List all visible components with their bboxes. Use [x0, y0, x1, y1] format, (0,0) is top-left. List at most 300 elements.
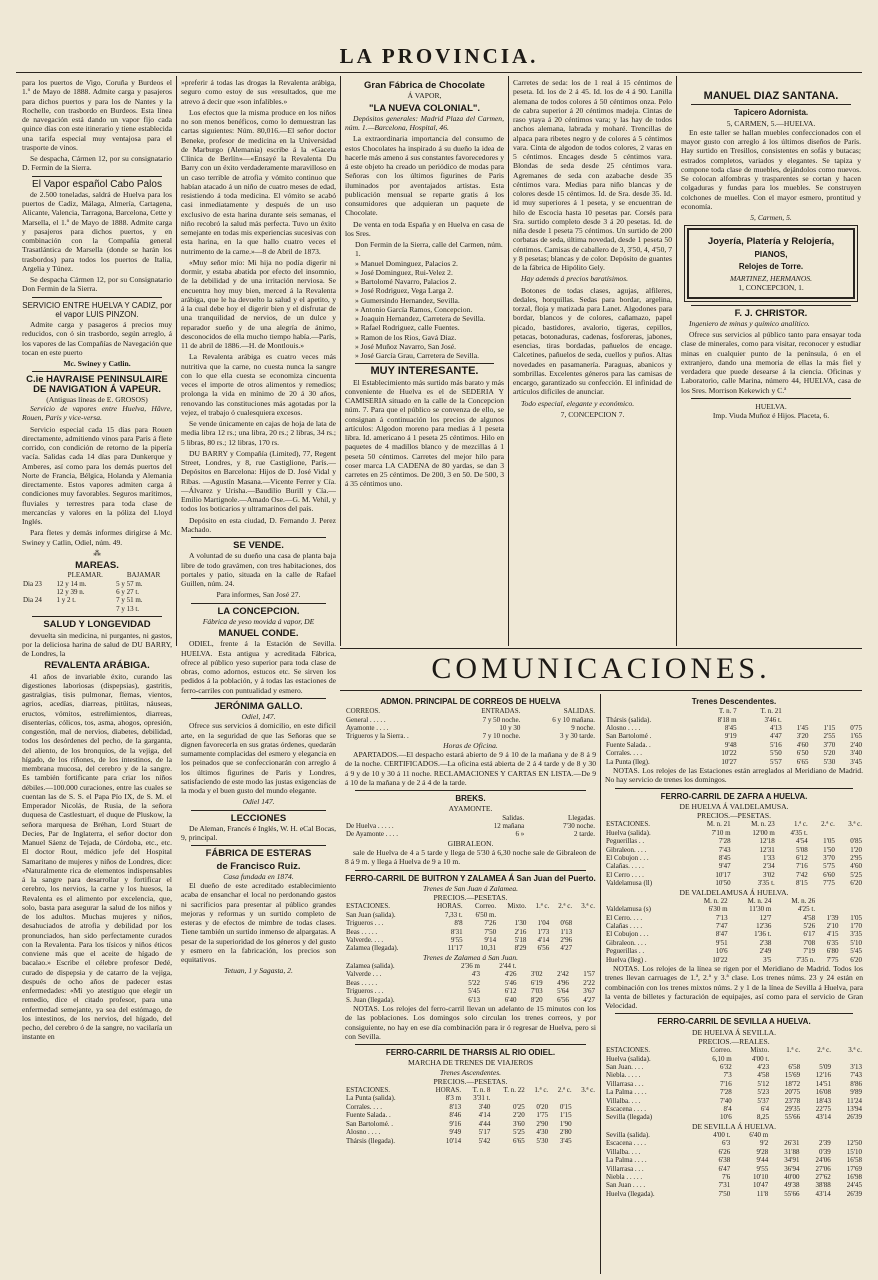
- table-cell: 7'43: [718, 845, 731, 854]
- table-cell: 6'20: [850, 955, 862, 964]
- chocolate-sellers-list: [345, 240, 504, 360]
- joyeria-box: [687, 228, 855, 298]
- table-cell: 0'15: [559, 1102, 572, 1111]
- banner-rule: [340, 690, 862, 691]
- table-cell: 4'13: [770, 724, 782, 733]
- table-cell: Huelva (llegada).: [606, 1189, 655, 1198]
- list-item: » Gumersindo Hernandez, Sevilla.: [355, 295, 460, 305]
- table-cell: 1'57: [583, 970, 595, 979]
- breks-gibraleon: GIBRALEON.: [447, 838, 494, 848]
- imprenta-city: HUELVA.: [755, 401, 787, 411]
- column-header: 3.ª c.: [581, 1086, 595, 1095]
- table-cell: 3'13: [850, 1062, 862, 1071]
- table-cell: San Juan. . . .: [606, 1062, 644, 1071]
- table-cell: 1'36 t.: [754, 930, 772, 939]
- table-cell: 6'35: [826, 938, 839, 947]
- table-cell: 10'17: [715, 870, 731, 879]
- zafra-table: [605, 820, 863, 887]
- table-cell: 43'14: [815, 1113, 832, 1122]
- table-cell: [801, 1055, 832, 1063]
- table-row: [345, 1128, 596, 1136]
- pinzon-text: Admite carga y pasageros á precios muy reducidos, con ó sin trasbordo, según arreglo, á los vapores de las Compañías de Navegación que tocan en este puerto: [22, 320, 172, 357]
- table-cell: 7'43: [850, 1071, 862, 1080]
- christor-title: F. J. CHRISTOR.: [734, 307, 808, 319]
- tharsis-prices: PRECIOS.—PESETAS.: [433, 1076, 508, 1086]
- table-cell: 6'13: [468, 995, 480, 1004]
- table-cell: 2'95: [850, 853, 862, 862]
- table-row: Dia 23 12 y 14 m. 5 y 57 m.: [23, 579, 143, 588]
- table-cell: 2'55: [823, 732, 836, 741]
- table-cell: 6'40 m: [749, 1131, 769, 1139]
- divider: [32, 176, 162, 177]
- table-cell: 22'75: [815, 1104, 832, 1113]
- table-header: [345, 1086, 596, 1094]
- table-row: [605, 1190, 863, 1198]
- table-cell: 7,33 t.: [444, 910, 463, 919]
- table-cell: Alosno . . . .: [346, 1128, 381, 1137]
- table-cell: La Palma . . . .: [606, 1088, 647, 1097]
- table-cell: 7'40: [719, 1096, 732, 1105]
- havraise-subtitle: (Antiguas líneas de E. GROSOS): [46, 394, 148, 404]
- table-row: [605, 758, 863, 766]
- table-cell: 4'35 t.: [790, 828, 808, 837]
- table-cell: 9'55: [450, 935, 463, 944]
- table-cell: 3'45: [559, 1136, 572, 1145]
- table-cell: San Bartolomé. .: [346, 1119, 394, 1128]
- divider: [355, 1044, 586, 1045]
- table-cell: 11'24: [846, 1096, 862, 1105]
- table-cell: 4'26: [504, 970, 517, 979]
- table-cell: 8'86: [850, 1079, 862, 1088]
- table-cell: 12'16: [815, 1071, 832, 1080]
- table-cell: 0'39: [818, 1147, 831, 1156]
- zafra-notes: NOTAS. Los relojes de la línea se rigen por el Meridiano de Madrid. Todos los trenes llevan carruages de 1.ª, 2.ª y 3.ª clase. Los trenes núms. 23 y 24 están en combinación con los trenes mixtos núms. 2 y 1 de la línea de Sevilla á Huelva, para la venta de billetes y facturación de equipajes, así como para el servicio de Gran Velocidad.: [605, 964, 863, 1011]
- list-item: Don Fermin de la Sierra, calle del Carmen, núm. 1.: [355, 240, 503, 259]
- table-cell: 3 y 30 tarde.: [560, 732, 595, 741]
- table-header: [345, 902, 596, 910]
- table-cell: [836, 829, 863, 837]
- table-cell: Valverde . . .: [346, 970, 382, 979]
- table-cell: 15'10: [846, 1147, 862, 1156]
- table-cell: 9'2: [759, 1139, 769, 1148]
- table-cell: 6'50: [796, 749, 809, 758]
- table-row: [605, 1105, 863, 1113]
- breks-gibraleon-text: sale de Huelva de 4 a 5 tarde y llega de 5'30 á 6,30 noche sale de Gibraleon de 8 á 9 m. y llega á Huelva de 9 a 10 m.: [345, 848, 596, 867]
- table-cell: 4'58: [803, 913, 816, 922]
- table-cell: 23'78: [784, 1096, 801, 1105]
- table-cell: 3'45: [850, 757, 862, 766]
- table-row: [345, 970, 596, 978]
- table-cell: Escacena . . . .: [606, 1139, 647, 1148]
- table-row: [605, 879, 863, 887]
- column-header: ENTRADAS.: [481, 707, 521, 716]
- table-cell: 8'29: [514, 944, 527, 953]
- table-row: [605, 922, 863, 930]
- chocolate-subtitle: Á VAPOR,: [407, 91, 442, 101]
- table-row: [605, 1113, 863, 1121]
- divider: [355, 870, 586, 871]
- table-row: [345, 822, 596, 830]
- table-cell: 3'20: [796, 732, 809, 741]
- imprenta: Imp. Viuda Muñoz é Hijos. Placeta, 6.: [712, 411, 830, 420]
- table-header: [605, 707, 863, 715]
- table-cell: 2'36 m: [461, 962, 480, 971]
- table-cell: 6'58: [788, 1062, 801, 1071]
- column-header: HORAS.: [437, 902, 463, 911]
- table-row: [345, 928, 596, 936]
- column-rule: [176, 76, 177, 646]
- table-cell: Gibraleon. . . .: [606, 938, 647, 947]
- table-cell: 4'3: [471, 970, 480, 979]
- diaz-signature: 5, Carmen, 5.: [750, 213, 792, 222]
- table-row: [605, 1055, 863, 1063]
- column-header: CORREOS.: [346, 707, 381, 716]
- revalenta-benefits: La Revalenta arábiga es cuatro veces más nutritiva que la carne, no cuesta nunca la sangre con lo que ella cuesta se economiza cincuenta veces el importe de otros alimentos y remedios; prolonga la vida en mínimo de 20 á 30 años, renovando las constituciones más agotadas por la vejez, el trabajo ó cualesquiera excesos.: [181, 352, 336, 417]
- table-cell: 13'94: [846, 1104, 862, 1113]
- table-cell: 4'14: [537, 935, 550, 944]
- table-row: [605, 1088, 863, 1096]
- table-cell: 7'08: [803, 938, 816, 947]
- table-cell: 9'19: [724, 732, 737, 741]
- table-cell: Peguerillas . .: [606, 947, 645, 956]
- havraise-text: Servicio especial cada 15 días para Rouen directamente, admitiendo vinos para Paris á flete corrido, con condición de retorno de la pipería vacía. Salidas cada 14 días para Dunkerque y Amberes, así como para los demás puertos del Norte de Francia, Bélgica, Holanda y Alemania directamente. Estos vapores admiten carga á condiciones muy favorables. Seguros marítimos, fluviales y terrestres para toda clase de mercancías y valores en la póliza del Lloyd Inglés.: [22, 424, 172, 526]
- list-item: » Bartolomé Navarro, Palacios 2.: [355, 277, 457, 286]
- table-cell: Peguerillas . .: [606, 837, 645, 846]
- column-header: [345, 814, 458, 822]
- table-cell: 10'6: [719, 1113, 732, 1122]
- table-cell: 9'51: [715, 938, 728, 947]
- table-row: [605, 871, 863, 879]
- table-cell: 1'33: [763, 853, 775, 862]
- table-row: [605, 1131, 863, 1139]
- table-row: [345, 944, 596, 952]
- table-cell: 1'39: [826, 913, 839, 922]
- divider: [355, 363, 494, 364]
- table-cell: [549, 1094, 572, 1102]
- table-cell: 7'75: [826, 955, 839, 964]
- table-row: [605, 829, 863, 837]
- table-row: [345, 1103, 596, 1111]
- table-cell: 10 y 30: [499, 724, 521, 733]
- table-cell: Villarrasa . . .: [606, 1164, 644, 1173]
- table-cell: 7 y 10 noche.: [482, 732, 521, 741]
- divider: [191, 537, 326, 538]
- list-item: » José García Grau, Carretera de Sevilla.: [355, 351, 479, 360]
- table-row: [605, 724, 863, 732]
- table-cell: 8'45: [718, 853, 731, 862]
- table-cell: 7 y 50 noche.: [482, 715, 521, 724]
- table-cell: 2'20: [513, 1111, 525, 1120]
- table-cell: 4'15: [826, 930, 839, 939]
- table-cell: 10'27: [721, 757, 737, 766]
- breks-ayamonte: AYAMONTE.: [448, 804, 493, 814]
- table-cell: La Punta (lleg).: [606, 757, 650, 766]
- table-cell: 24'06: [815, 1156, 831, 1165]
- table-cell: Zalamea (salida).: [346, 962, 395, 971]
- table-cell: 7'3: [723, 1071, 732, 1080]
- sederia-address: 7, CONCEPCION 7.: [560, 409, 625, 419]
- table-row: 12 y 39 n. 6 y 27 t.: [56, 588, 140, 597]
- table-row: [345, 1120, 596, 1128]
- table-cell: Beas . . . . .: [346, 927, 378, 936]
- table-cell: 2'10: [826, 922, 839, 931]
- table-cell: Escacena . . . .: [606, 1104, 647, 1113]
- table-cell: [770, 1055, 801, 1063]
- tharsis-title: FERRO-CARRIL DE THARSIS AL RIO ODIEL.: [385, 1048, 556, 1058]
- buitron-notes: NOTAS. Los relojes del ferro-carril llevan un adelanto de 15 minutos con los de las poblaciones. Los domingos solo circulan los trenes correos, y por consiguiente, no hay en ese día combinación para ir ó regresar de Huelva, pero si con Sevilla.: [345, 1004, 596, 1041]
- table-cell: 16'98: [846, 1173, 862, 1182]
- table-cell: 7'16: [796, 862, 808, 871]
- list-item: » Antonio García Ramos, Concepcion.: [355, 304, 473, 314]
- table-cell: 0'20: [536, 1102, 549, 1111]
- table-cell: Villalba. . . .: [606, 1147, 641, 1156]
- bottom-column-1: [345, 694, 596, 1274]
- table-cell: 5'64: [557, 987, 569, 996]
- tharsis-subtitle: MARCHA DE TRENES DE VIAJEROS: [407, 1058, 534, 1068]
- table-row: [605, 1080, 863, 1088]
- sederia-extra-title: Hay además á precios baratísimos.: [521, 274, 629, 284]
- table-cell: Fuente Salada. .: [346, 1111, 391, 1120]
- table-cell: 38'88: [815, 1181, 831, 1190]
- havraise-contact: Para fletes y demás informes dirigirse á Mc. Swiney y Catlin, Odiel, núm. 49.: [22, 528, 172, 547]
- table-cell: 8'3 m: [445, 1094, 462, 1103]
- table-cell: Corrales. . . .: [346, 1102, 382, 1111]
- table-cell: 12'7: [759, 913, 772, 922]
- table-cell: 8'20: [530, 995, 543, 1004]
- sevilla-title: FERRO-CARRIL DE SEVILLA A HUELVA.: [657, 1017, 811, 1027]
- table-cell: 2'49: [759, 947, 772, 956]
- table-cell: La Palma . . . .: [606, 1156, 647, 1165]
- table-cell: 3'35: [850, 930, 862, 939]
- table-cell: 1'04: [537, 919, 550, 928]
- divider: [191, 810, 326, 811]
- table-cell: 5'57: [770, 757, 782, 766]
- column-header: M. n. 22: [703, 896, 728, 905]
- table-cell: 4'44: [478, 1119, 491, 1128]
- column-header: T. n. 22: [503, 1086, 525, 1095]
- divider: [691, 305, 851, 306]
- jeronima-text: Ofrece sus servicios á domicilio, en este difícil arte, en la seguridad de que las Señoras que se dignen favorecerla en sus gratas órdenes, quedarán sumamente complacidas del esmero y elegancia en los peinados que se confeccionarán con arreglo á los últimos figurines de Paris y Londres, satisfaciendo de este modo las justas exigencias de la moda y el buen gusto del mundo elegante.: [181, 721, 336, 795]
- table-row: [345, 911, 596, 919]
- table-cell: Calañas. . . . .: [606, 862, 644, 871]
- table-cell: 34'91: [784, 1156, 800, 1165]
- column-header: ESTACIONES.: [346, 1086, 390, 1095]
- mareas-title: MAREAS.: [75, 560, 119, 571]
- table-row: [605, 1165, 863, 1173]
- table-cell: 5'25: [513, 1128, 525, 1137]
- table-cell: Valdelamusa (s): [606, 905, 651, 914]
- table-cell: [518, 962, 544, 970]
- table-row: [605, 837, 863, 845]
- table-row: [605, 1071, 863, 1079]
- table-cell: 3'40: [478, 1102, 491, 1111]
- table-cell: 12'18: [759, 837, 775, 846]
- table-cell: 4'60: [796, 740, 809, 749]
- table-cell: San Juan . . . .: [606, 1181, 646, 1190]
- table-cell: 7'50: [718, 1189, 731, 1198]
- table-row: [345, 987, 596, 995]
- column-rule: [508, 76, 509, 646]
- table-cell: 3'02: [530, 970, 543, 979]
- table-cell: Huelva (salida).: [606, 1054, 651, 1063]
- table-cell: [491, 1094, 525, 1102]
- table-cell: Ayamonte . . . .: [346, 724, 389, 733]
- table-cell: 16'08: [815, 1088, 832, 1097]
- table-cell: 1'13: [560, 927, 573, 936]
- table-cell: 6'60: [823, 870, 835, 879]
- column-header: [836, 707, 863, 715]
- chocolate-depots: Depósitos generales: Madrid Plaza del Carmen, núm. 1.—Barcelona, Hospital, 46.: [345, 113, 504, 132]
- table-cell: 9'44: [756, 1156, 769, 1165]
- tharsis-subtitle-2: Trenes Ascendentes.: [439, 1067, 502, 1077]
- table-cell: 10'50: [715, 879, 731, 888]
- joyeria-relojes: Relojes de Torre.: [738, 261, 804, 271]
- table-row: [605, 862, 863, 870]
- pinzon-title: SERVICIO ENTRE HUELVA Y CADIZ, por el vapor LUIS PINZON.: [22, 300, 172, 319]
- column-header: 1.ª c.: [786, 1046, 801, 1055]
- table-cell: 40'00: [784, 1173, 800, 1182]
- table-cell: 5'20: [823, 749, 836, 758]
- table-cell: 8'31: [450, 927, 463, 936]
- table-cell: 26'39: [846, 1189, 862, 1198]
- cabo-palos-text: de 2.500 toneladas, saldrá de Huelva para los puertos de Cadiz, Málaga, Almería, Cartagena, Alicante, Valencia, Tarragona, Barcelona, Cette y Marsella, el 1.º de Mayo de 1888. Admite carga y pasajeros para dichos puertos, y en combinación con la Compañía general Trasatlántica de Marsella (donde se harán los trasbordos) para todos los puertos de Italia, Argelia y Túnez.: [22, 189, 172, 273]
- table-cell: 7'42: [796, 870, 808, 879]
- table-cell: 8'13: [449, 1102, 462, 1111]
- table-cell: 0'25: [513, 1102, 525, 1111]
- table-cell: [769, 1131, 800, 1139]
- masthead-rule: [16, 72, 862, 73]
- esteras-address: Tetuan, 1 y Sagasta, 2.: [224, 966, 293, 976]
- table-row: [605, 939, 863, 947]
- sevilla-table-2: [605, 1131, 863, 1198]
- table-cell: 10'6: [715, 947, 728, 956]
- table-cell: 18'43: [815, 1096, 832, 1105]
- revalenta-testimony: «Muy señor mío: Mi hija no podía digerir ni dormir, y estaba abatida por efecto del insomnio, de la debilidad y de una irritación nerviosa. Se encuentra hoy muy bien, merced á la Revalenta arábiga, que le ha devuelto la salud y el apetito, y á la cual debe hoy el digerir bien y el disfrutar de una tranquilidad de nervios, de un dulce y reparador sueño y de una alegría de ánimo, desconocidos de ella mucho tiempo había.—París, 11 de abril de 1886.—H. de Montlouis.»: [181, 257, 336, 350]
- table-cell: 5'09: [819, 1062, 832, 1071]
- concepcion-title: LA CONCEPCION.: [217, 605, 300, 617]
- table-cell: Trigueros . . .: [346, 987, 384, 996]
- column-3: [345, 78, 504, 644]
- table-cell: 4'25 t.: [797, 905, 816, 914]
- column-header: [840, 897, 863, 905]
- table-cell: 1'05: [823, 837, 835, 846]
- table-cell: 6'4: [760, 1104, 770, 1113]
- table-cell: 2'80: [559, 1128, 572, 1137]
- table-cell: 1'30: [514, 919, 527, 928]
- table-cell: 3'31 t.: [473, 1094, 491, 1103]
- table-cell: 0'68: [560, 919, 573, 928]
- table-cell: 1'05: [850, 913, 862, 922]
- table-cell: 14'51: [815, 1079, 832, 1088]
- table-row: [605, 930, 863, 938]
- column-header: 1.ª c.: [535, 902, 550, 911]
- table-row: 7 y 13 t.: [116, 604, 140, 613]
- table-header: [605, 1046, 863, 1054]
- esteras-text: El dueño de este acreditado establecimiento acaba de ensanchar el local no perdonando gastos ni sacrificios para presentar al público grandes mejoras y reformas y un surtido completo de esteras y de efectos de mimbre de todas clases. Tiene también un surtido inmenso de alpargatas. A pesar de la superioridad de los géneros y del gusto y esmero en la fabricación, los precios son equitativos.: [181, 881, 336, 964]
- table-cell: 1'15: [559, 1111, 572, 1120]
- revalenta-continued: »preferir á todas las drogas la Revalenta arábiga, seguro como estoy de sus »resultados, que me atrevo á decir que »son infalibles.»: [181, 78, 336, 106]
- table-cell: Thársis (salida).: [606, 715, 652, 724]
- comunicaciones-banner: COMUNICACIONES.: [431, 652, 771, 685]
- zafra-prices: PRECIOS.—PESETAS.: [696, 811, 772, 821]
- column-header: M. n. 26: [791, 896, 816, 905]
- pinzon-signature: Mc. Swiney y Catlin.: [63, 359, 131, 368]
- table-cell: 2 tarde.: [574, 830, 595, 839]
- column-2: [181, 78, 336, 1270]
- table-cell: [816, 905, 839, 913]
- table-cell: 1'70: [850, 922, 862, 931]
- table-cell: Fuente Salada. .: [606, 740, 651, 749]
- table-cell: 9'28: [756, 1147, 769, 1156]
- sederia-extra-text: Botones de todas clases, agujas, alfileres, dedales, horquillas. Sedas para bordar, argelina, torzal, floja y matizada para Lanet. Algodones para bordar, blancos y de colores, cañamazo, papel picado, bastidores, avalorio, tigeras, cepillos, petacas, botonaduras, cadenas, fosforeras, jabones, esencias, tiras bordadas, pañuelos de encage. Calcetines, pañuelos de seda, cuellos y puños. Altas novedades en pasamanería. Paraguas, abanicos y sombrillas. Excelentes géneros para las camisas de encargo, garantizado su confección. El infinidad de artículos difíciles de anunciar.: [513, 285, 672, 397]
- table-cell: Villarrasa . . .: [606, 1079, 644, 1088]
- table-cell: 2'90: [536, 1119, 549, 1128]
- table-cell: 7'31: [718, 1181, 731, 1190]
- list-item: » José Rodriguez, Vega Larga 2.: [355, 286, 454, 296]
- table-cell: El Cobujon . . .: [606, 853, 649, 862]
- column-header: T. n. 7: [718, 707, 737, 716]
- table-cell: 12'50: [846, 1139, 862, 1148]
- cabo-palos-title: El Vapor español Cabo Palos: [32, 178, 162, 190]
- column-header: [783, 707, 810, 715]
- table-cell: 3'5: [763, 955, 772, 964]
- table-cell: 11'17: [447, 944, 463, 953]
- table-cell: Valverde. . . .: [346, 935, 384, 944]
- table-cell: Huelva (salida).: [606, 828, 651, 837]
- table-cell: 36'94: [784, 1164, 800, 1173]
- table-cell: 7'03: [530, 987, 543, 996]
- table-cell: El Cerro . . . .: [606, 870, 644, 879]
- breks-table: [345, 814, 596, 839]
- table-cell: 11'30 m: [749, 905, 772, 914]
- table-row: [605, 956, 863, 964]
- bottom-column-2: [605, 694, 863, 1274]
- table-cell: 7'16: [719, 1079, 732, 1088]
- table-cell: 8'15: [796, 879, 808, 888]
- table-cell: 2'44 t.: [499, 962, 517, 971]
- table-cell: [570, 962, 596, 970]
- column-header: 3.ª c.: [581, 902, 595, 911]
- revalenta-text: 41 años de invariable éxito, curando las digestiones laboriosas (dispepsias), gastritis, gastralgias, tisis pulmonar, flemas, vientos, agrios, acedías, diarreas, pitüitas, náuseas, eructos, vómitos, estreñimientos, diarreas, disenterías, cólicos, tos, asma, ahogos, opresión, congestión, mal de nervios, diabetes, debilidad, todos los desórdenes del pecho, de la garganta, del aliento, de los bronquios, de la vejiga, del hígado, de los riñones, de los intestinos, de la membrana mucosa, del cerebro y de la sangre. Es también fortificante para criar los niños débiles.—100.000 curaciones, entre las cuales se cuentan las de S. S. el Papa Pío IX, de S. M. el Emperador Nicolás, de Rusia, de la señora duquesa de Castlestuart, el duque de Pluskow, la señora marquesa de Bréhan, Lord Stuart de Decies, Par de Inglaterra, el señor doctor don Manuel Sáenz de Tejada, de Córdoba, etc., etc. El doctor Rout, médico jefe del Hospital Samaritano de mujeres y niños de Londres, dice: «Naturalmente rica de elementos indispensables á la sangre para desarrollar y fortificar el cerebro, los nervios, la carne y los huesos, la Revalenta es el alimento por excelencia, que, solo, basta para asegurar la salud de los niños y de los adultos. Muchas mujeres y niños, desahuciados de atrofia y debilidad por los pronunciados, han sido perfectamente curados con la Revalenta. Para los tísicos y niños éticos conviene más que el aceite de hígado de bacalao.» Escribe el célebre profesor Dedé, curado de dispepsia y de catarro de la vejiga, después de ocho años de padecer estas enfermedades: «Mi yo atestiguo que elegir un remedio, dice el citado profesor, para una enfermedad semejante, ya sea del estómago, de los intestinos, de los nervios, del hígado, del pecho, del cerebro ó de la sangre, no vacilaría un instante en: [22, 671, 172, 1042]
- se-vende-title: SE VENDE.: [233, 540, 284, 551]
- column-header: M. n. 24: [747, 896, 772, 905]
- table-cell: 5'10: [850, 938, 862, 947]
- table-row: [605, 1139, 863, 1147]
- table-cell: Huelva (lleg) .: [606, 955, 647, 964]
- table-cell: 7'28: [719, 1088, 732, 1097]
- table-cell: 10'47: [752, 1181, 769, 1190]
- table-cell: 26'31: [784, 1139, 800, 1148]
- table-cell: General . . . . .: [346, 715, 386, 724]
- table-cell: 20'75: [784, 1088, 801, 1097]
- diaz-address: 5, CARMEN, 5.—HUELVA.: [726, 118, 816, 128]
- table-cell: [810, 716, 837, 724]
- table-cell: 7'6: [722, 1173, 731, 1182]
- table-cell: 10'14: [445, 1136, 462, 1145]
- revalenta-depots: DU BARRY y Compañía (Limited), 77, Regent Street, Londres, y 8, rue Castiglione, París.—Depósitos en Barcelona: Hijos de D. José Vidal y Ribas. —Agustín Masana.—Vicente Ferrer y Cía.—Álvarez y Urisha.—Baudilio Burill y Cía.—Emilio Martignole.—Amado Ose.—G. M. Vehil, y todos los boticarios y ultramarinos del país.: [181, 448, 336, 514]
- table-cell: Valdelamusa (ll): [606, 879, 653, 888]
- table-cell: 9'47: [718, 862, 731, 871]
- table-row: Dia 24 1 y 2 t. 7 y 51 m.: [23, 596, 143, 605]
- table-cell: 27'62: [815, 1173, 831, 1182]
- table-cell: 5'16: [770, 740, 782, 749]
- table-cell: 2'42: [557, 970, 569, 979]
- table-cell: 5'42: [478, 1136, 491, 1145]
- table-cell: 4'27: [560, 944, 573, 953]
- table-cell: 1'50: [823, 845, 835, 854]
- column-4: [513, 78, 672, 644]
- joyeria-address: 1, CONCEPCION, 1.: [738, 283, 804, 293]
